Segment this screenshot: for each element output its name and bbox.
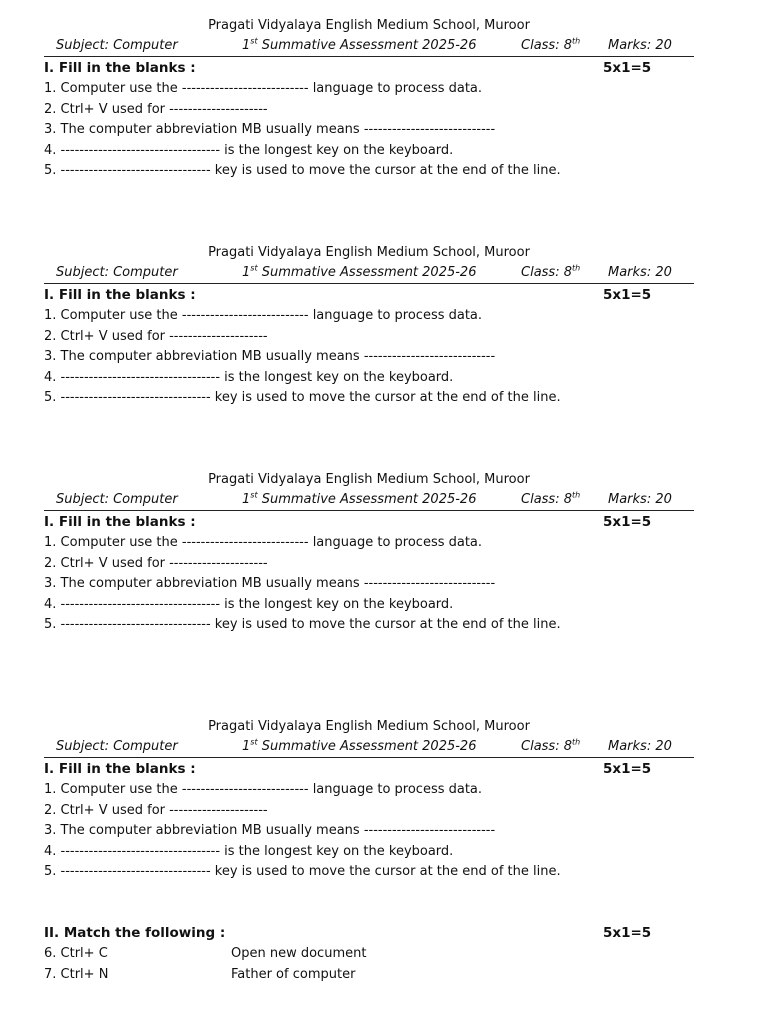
match-left-item: 6. Ctrl+ C: [44, 946, 108, 961]
school-name: Pragati Vidyalaya English Medium School, Muroor: [208, 18, 530, 33]
school-name: Pragati Vidyalaya English Medium School, Muroor: [208, 719, 530, 734]
question-item: 4. ---------------------------------- is the longest key on the keyboard.: [44, 596, 454, 612]
assessment-title: Summative Assessment 2025-26: [257, 265, 477, 280]
assessment-ordinal-suffix: st: [250, 737, 258, 747]
header-meta-row: [44, 490, 694, 511]
question-item: 4. ---------------------------------- is the longest key on the keyboard.: [44, 369, 454, 385]
subject-label: Subject: Computer: [56, 38, 178, 53]
question-item: 2. Ctrl+ V used for ---------------------: [44, 555, 268, 571]
match-row: [44, 944, 694, 965]
question-item: 3. The computer abbreviation MB usually means ----------------------------: [44, 122, 496, 137]
match-right-item: Father of computer: [231, 966, 356, 982]
assessment-label: [242, 490, 476, 510]
class-label: [521, 490, 580, 510]
section-title: II. Match the following :: [44, 925, 226, 941]
question-item: 1. Computer use the --------------------------- language to process data.: [44, 81, 483, 96]
assessment-label: [242, 36, 476, 56]
match-row: [44, 965, 694, 986]
class-suffix: th: [571, 737, 581, 747]
section-marks: 5x1=5: [603, 287, 652, 303]
section-title: I. Fill in the blanks :: [44, 761, 196, 777]
assessment-block-1: [44, 16, 694, 182]
match-right-item: Open new document: [231, 946, 367, 961]
section-marks: 5x1=5: [603, 514, 652, 530]
class-value: Class: 8: [521, 265, 572, 280]
question-item: 5. -------------------------------- key is used to move the cursor at the end of the line.: [44, 163, 561, 178]
question-item: 2. Ctrl+ V used for ---------------------: [44, 802, 268, 818]
class-label: [521, 36, 580, 56]
header-meta-row: [44, 36, 694, 57]
marks-label: Marks: 20: [608, 265, 672, 280]
question-item: 1. Computer use the --------------------------- language to process data.: [44, 308, 483, 323]
assessment-ordinal-suffix: st: [250, 490, 258, 500]
section-heading: [44, 57, 694, 79]
class-label: [521, 263, 580, 283]
question-item: 4. ---------------------------------- is the longest key on the keyboard.: [44, 843, 454, 859]
section-title: I. Fill in the blanks :: [44, 60, 196, 76]
assessment-block-2: [44, 243, 694, 409]
marks-label: Marks: 20: [608, 492, 672, 507]
class-suffix: th: [571, 263, 581, 273]
question-item: 1. Computer use the --------------------------- language to process data.: [44, 535, 483, 550]
assessment-title: Summative Assessment 2025-26: [257, 739, 477, 754]
question-item: 1. Computer use the --------------------------- language to process data.: [44, 782, 483, 797]
class-value: Class: 8: [521, 739, 572, 754]
assessment-ordinal-suffix: st: [250, 36, 258, 46]
assessment-label: [242, 263, 476, 283]
question-item: 2. Ctrl+ V used for ---------------------: [44, 328, 268, 344]
assessment-title: Summative Assessment 2025-26: [257, 38, 477, 53]
question-item: 2. Ctrl+ V used for ---------------------: [44, 101, 268, 117]
subject-label: Subject: Computer: [56, 265, 178, 280]
match-section: [44, 922, 694, 985]
class-label: [521, 737, 580, 757]
assessment-block-3: [44, 470, 694, 636]
class-suffix: th: [571, 36, 581, 46]
header-meta-row: [44, 737, 694, 758]
question-item: 3. The computer abbreviation MB usually means ----------------------------: [44, 576, 496, 591]
question-item: 3. The computer abbreviation MB usually means ----------------------------: [44, 823, 496, 838]
school-name: Pragati Vidyalaya English Medium School, Muroor: [208, 245, 530, 260]
question-item: 5. -------------------------------- key is used to move the cursor at the end of the line.: [44, 617, 561, 632]
assessment-label: [242, 737, 476, 757]
question-item: 5. -------------------------------- key is used to move the cursor at the end of the line.: [44, 390, 561, 405]
section-heading: [44, 284, 694, 306]
school-name: Pragati Vidyalaya English Medium School, Muroor: [208, 472, 530, 487]
section-heading: [44, 922, 694, 944]
marks-label: Marks: 20: [608, 739, 672, 754]
section-title: I. Fill in the blanks :: [44, 514, 196, 530]
assessment-title: Summative Assessment 2025-26: [257, 492, 477, 507]
class-suffix: th: [571, 490, 581, 500]
question-item: 5. -------------------------------- key is used to move the cursor at the end of the line.: [44, 864, 561, 879]
subject-label: Subject: Computer: [56, 739, 178, 754]
class-value: Class: 8: [521, 492, 572, 507]
assessment-ordinal-suffix: st: [250, 263, 258, 273]
section-title: I. Fill in the blanks :: [44, 287, 196, 303]
section-marks: 5x1=5: [603, 925, 652, 941]
assessment-ordinal: 1: [242, 492, 251, 507]
assessment-ordinal: 1: [242, 265, 251, 280]
marks-label: Marks: 20: [608, 38, 672, 53]
section-marks: 5x1=5: [603, 60, 652, 76]
assessment-ordinal: 1: [242, 38, 251, 53]
section-heading: [44, 511, 694, 533]
match-left-item: 7. Ctrl+ N: [44, 966, 109, 982]
section-heading: [44, 758, 694, 780]
subject-label: Subject: Computer: [56, 492, 178, 507]
assessment-ordinal: 1: [242, 739, 251, 754]
header-meta-row: [44, 263, 694, 284]
assessment-block-4: [44, 717, 694, 883]
section-marks: 5x1=5: [603, 761, 652, 777]
question-item: 4. ---------------------------------- is the longest key on the keyboard.: [44, 142, 454, 158]
question-item: 3. The computer abbreviation MB usually means ----------------------------: [44, 349, 496, 364]
class-value: Class: 8: [521, 38, 572, 53]
